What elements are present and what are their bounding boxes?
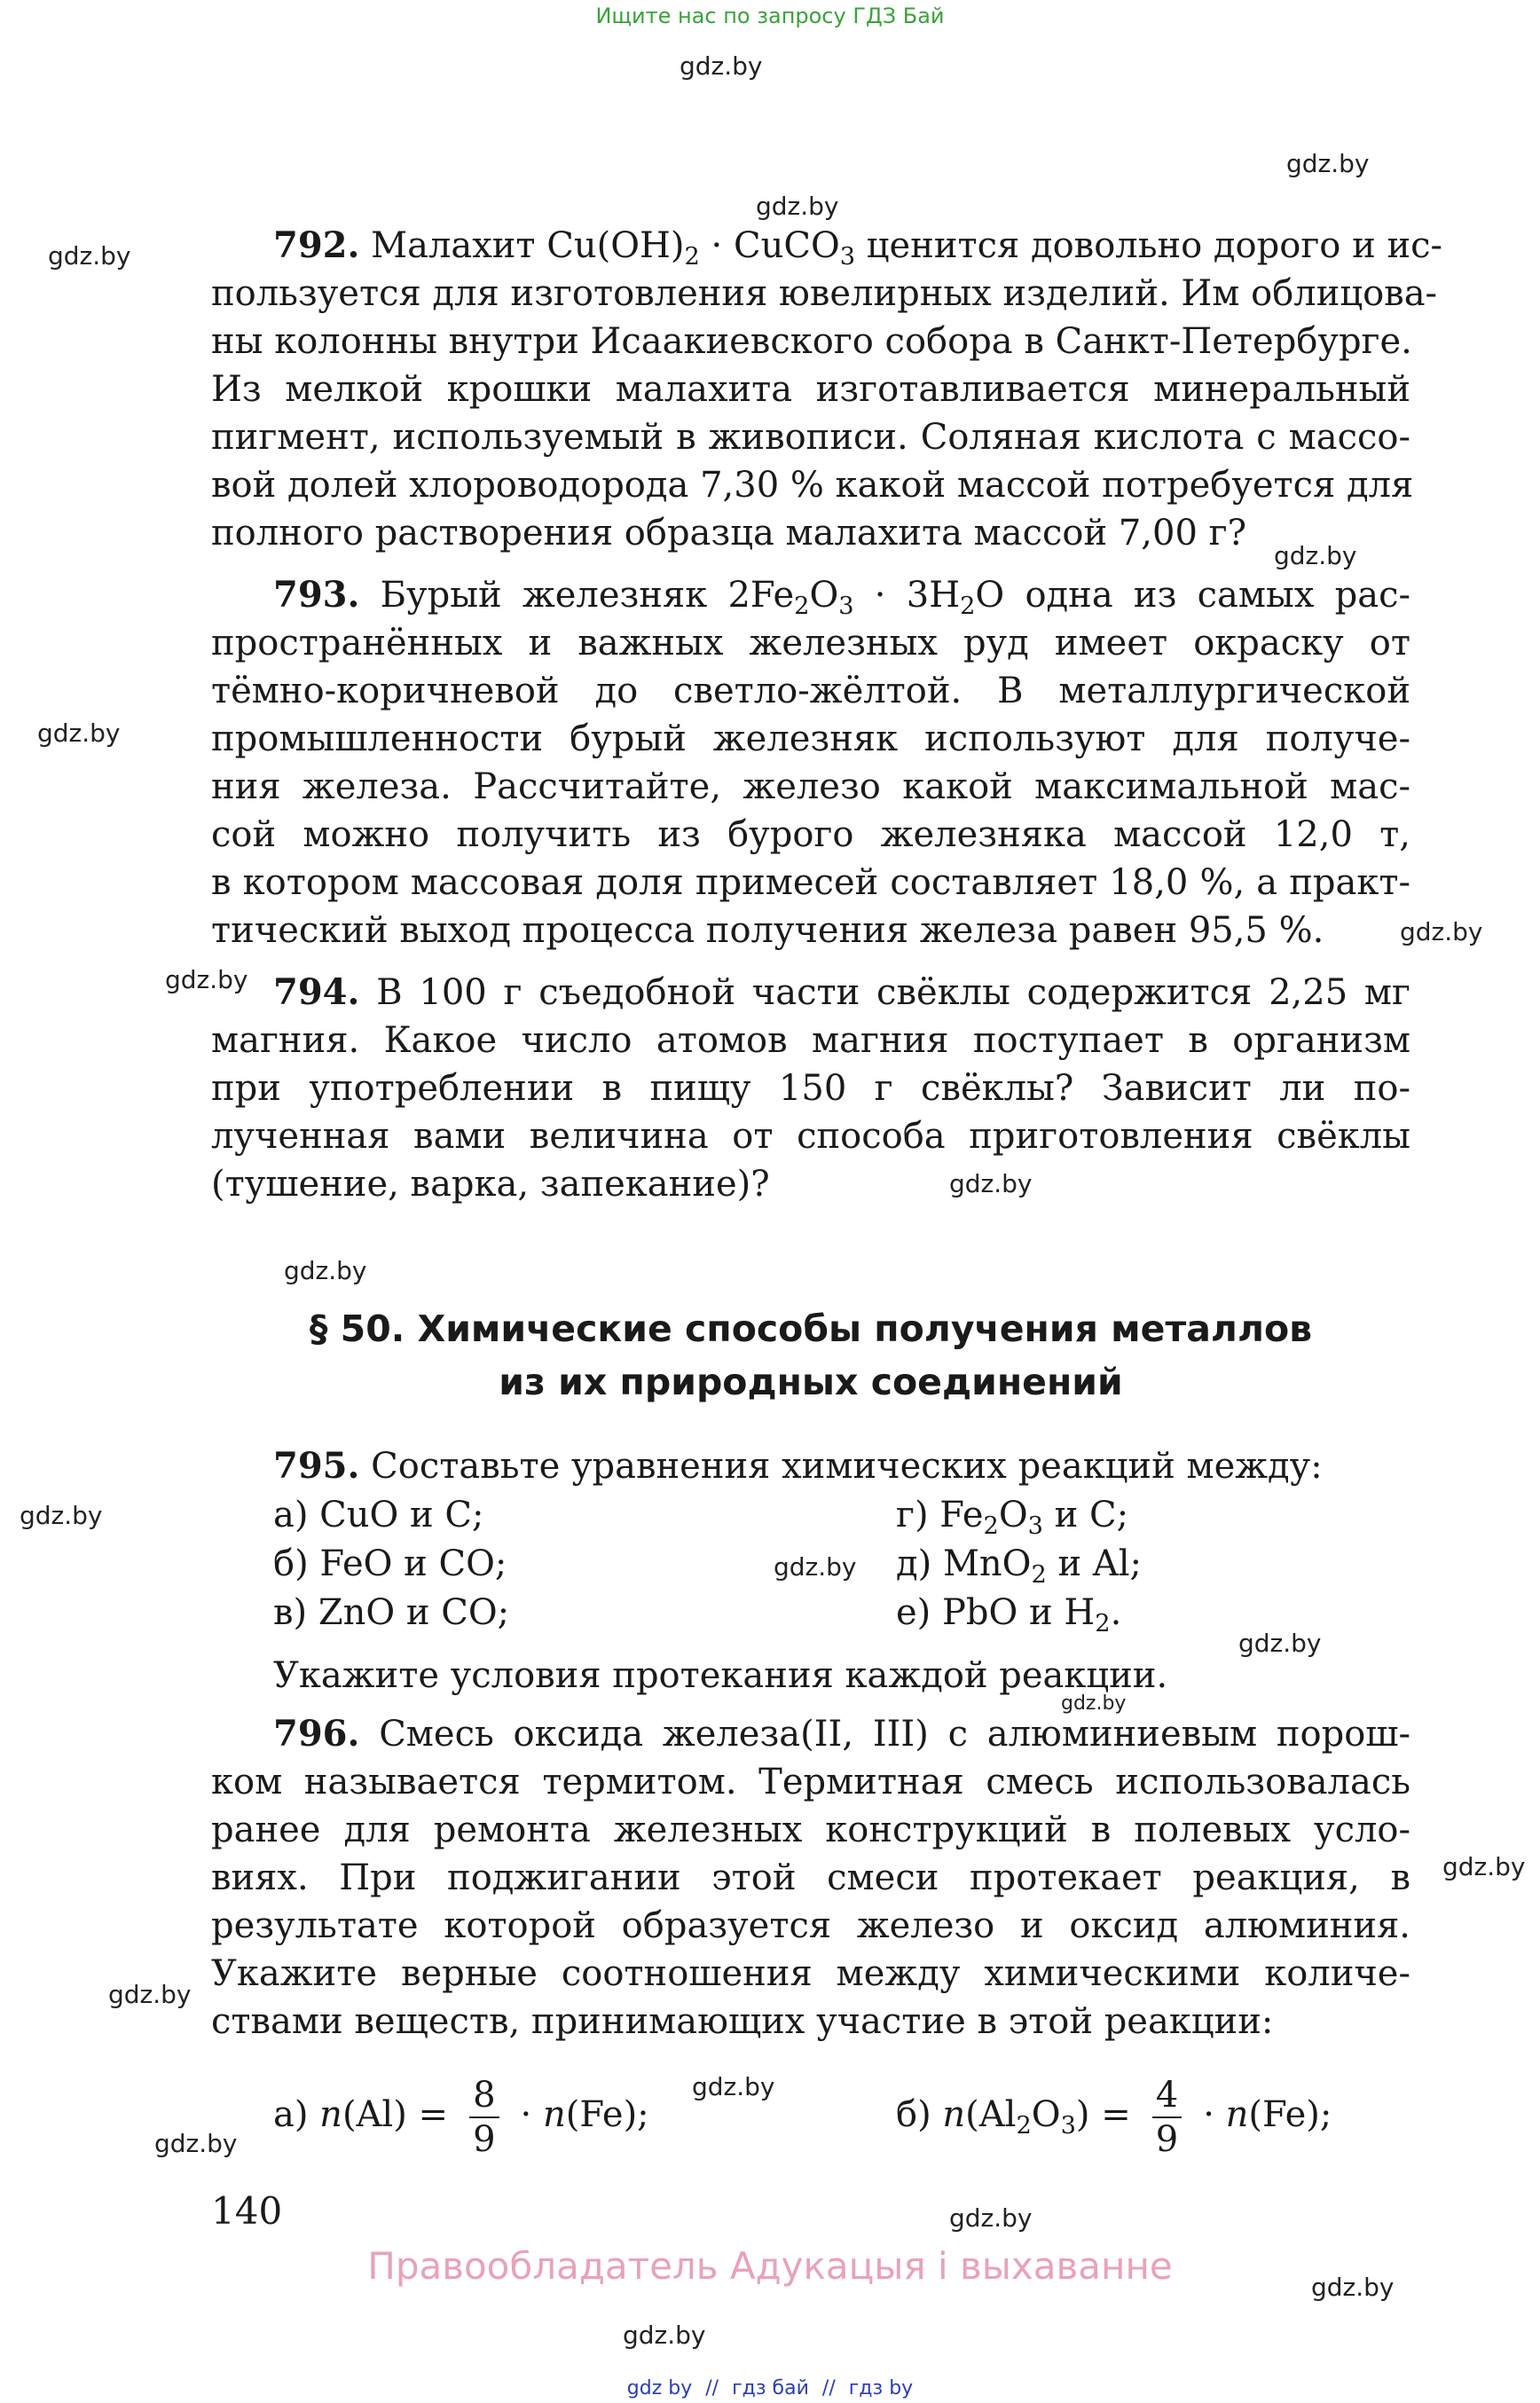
formula-dot: · (520, 2094, 532, 2135)
options-left (273, 1491, 509, 1637)
watermark: gdz.by (1286, 149, 1370, 178)
problem-line: ранее для ремонта железных конструкций в полевых усло- (211, 1810, 1410, 1850)
subscript: 3 (1027, 1512, 1043, 1541)
formula-var: n (542, 2094, 566, 2135)
option-text: . (1110, 1592, 1122, 1633)
formula-text: (Fe); (565, 2094, 649, 2135)
formula-text: (Al (965, 2094, 1017, 2135)
problem-text: В 100 г съедобной части свёклы содержится 2,25 мг (359, 972, 1410, 1013)
problem-line: тёмно-коричневой до светло-жёлтой. В металлургической (211, 671, 1410, 711)
problem-line: пользуется для изготовления ювелирных изделий. Им облицова- (211, 273, 1438, 314)
problem-number: 792. (273, 224, 360, 266)
watermark: gdz.by (37, 719, 121, 748)
problem-795 (211, 1442, 1410, 1490)
problem-line: пигмент, используемый в живописи. Соляная кислота с массо- (211, 417, 1410, 458)
problem-text: Составьте уравнения химических реакций между: (359, 1446, 1323, 1487)
subscript: 3 (839, 243, 856, 271)
watermark: gdz.by (1400, 917, 1483, 946)
formula-var: n (1225, 2094, 1249, 2135)
watermark: gdz.by (756, 192, 839, 221)
formula-text: O (1031, 2094, 1061, 2135)
problem-text: Бурый железняк 2Fe (359, 575, 795, 616)
problem-text: O (809, 575, 839, 616)
problem-text: Малахит Cu(OH) (359, 225, 685, 266)
formula-var: n (942, 2094, 966, 2135)
heading-line: из их природных соединений (499, 1361, 1123, 1403)
formula-text: ) = (1075, 2094, 1131, 2135)
formula-label: б) (896, 2094, 943, 2135)
watermark: gdz.by (284, 1256, 367, 1285)
watermark: gdz.by (949, 1169, 1033, 1198)
subscript: 2 (960, 593, 976, 621)
problem-line: (тушение, варка, запекание)? (211, 1164, 770, 1205)
option-text: и C; (1042, 1495, 1129, 1535)
link-gdz-by-ru[interactable]: гдз by (848, 2377, 914, 2399)
formula-b (896, 2074, 1332, 2161)
subscript: 3 (1060, 2112, 1076, 2140)
problem-text: · CuCO (699, 225, 840, 266)
option-text: е) PbO и H (896, 1592, 1096, 1633)
option-text: и Al; (1046, 1543, 1143, 1584)
subscript: 2 (983, 1512, 999, 1541)
watermark: gdz.by (1061, 1692, 1127, 1715)
watermark: gdz.by (1274, 541, 1357, 570)
problem-number: 793. (273, 574, 360, 616)
formula-label: а) (273, 2094, 320, 2135)
formula-text: (Al) = (342, 2094, 449, 2135)
problem-794 (211, 969, 1410, 1208)
fraction (469, 2074, 499, 2161)
problem-line: Из мелкой крошки малахита изготавливается минеральный (211, 369, 1410, 410)
options-right (896, 1491, 1142, 1637)
formula-a (273, 2074, 649, 2161)
copyright-notice: Правообладатель Адукацыя і выхаванне (367, 2244, 1173, 2288)
problem-line: вой долей хлороводорода 7,30 % какой массой потребуется для (211, 465, 1414, 506)
page-number: 140 (211, 2189, 283, 2233)
problem-line: при употреблении в пищу 150 г свёклы? Зависит ли по- (211, 1068, 1410, 1109)
section-heading (211, 1302, 1410, 1409)
watermark: gdz.by (108, 1980, 192, 2009)
subscript: 2 (1031, 1561, 1047, 1590)
problem-line: результате которой образуется железо и оксид алюминия. (211, 1905, 1410, 1946)
watermark: gdz.by (623, 2321, 706, 2350)
formula-text: (Fe); (1248, 2094, 1332, 2135)
option-a: а) CuO и C; (273, 1495, 484, 1535)
problem-number: 794. (273, 971, 360, 1013)
option-e (896, 1589, 1142, 1637)
problem-line: полного растворения образца малахита массой 7,00 г? (211, 513, 1247, 554)
problem-line: сой можно получить из бурого железняка массой 12,0 т, (211, 814, 1410, 855)
problem-796 (211, 1710, 1410, 2046)
problem-line: промышленности бурый железняк используют для получе- (211, 719, 1410, 759)
problem-text: O одна из самых рас- (975, 575, 1411, 616)
link-gdz-by[interactable]: gdz by (626, 2377, 693, 2399)
option-d (896, 1540, 1142, 1589)
problem-line: магния. Какое число атомов магния поступает в организм (211, 1020, 1410, 1061)
fraction-denominator: 9 (473, 2119, 496, 2160)
fraction (1152, 2074, 1182, 2161)
watermark: gdz.by (165, 965, 248, 994)
problem-text: ценится довольно дорого и ис- (855, 225, 1443, 266)
subscript: 2 (684, 243, 700, 271)
problem-line: тический выход процесса получения железа равен 95,5 %. (211, 910, 1324, 951)
option-text: O (998, 1495, 1028, 1535)
link-separator: // (821, 2377, 836, 2399)
problem-line: ны колонны внутри Исаакиевского собора в Санкт-Петербурге. (211, 321, 1412, 362)
problem-line: лученная вами величина от способа приготовления свёклы (211, 1116, 1410, 1157)
watermark: gdz.by (1442, 1852, 1526, 1881)
top-banner[interactable]: Ищите нас по запросу ГДЗ Бай (595, 4, 945, 28)
option-v: в) ZnO и CO; (273, 1592, 510, 1633)
watermark: gdz.by (1311, 2273, 1395, 2302)
subscript: 2 (1016, 2112, 1032, 2140)
formula-dot: · (1203, 2094, 1214, 2135)
watermark: gdz.by (154, 2129, 238, 2158)
watermark: gdz.by (48, 241, 131, 271)
watermark: gdz.by (1238, 1629, 1322, 1658)
problem-text: Смесь оксида железа(II, III) с алюминиевым порош- (359, 1714, 1410, 1755)
fraction-numerator: 8 (469, 2074, 499, 2118)
problem-795-footer: Укажите условия протекания каждой реакции. (273, 1655, 1168, 1696)
link-gdz-bai[interactable]: гдз бай (732, 2377, 809, 2399)
problem-793 (211, 571, 1410, 954)
problem-line: виях. При поджигании этой смеси протекает реакция, в (211, 1857, 1410, 1898)
option-g (896, 1491, 1142, 1540)
watermark: gdz.by (774, 1552, 857, 1582)
problem-792 (211, 222, 1443, 557)
heading-line: § 50. Химические способы получения металлов (309, 1308, 1313, 1350)
watermark: gdz.by (680, 51, 763, 81)
problem-line: пространённых и важных железных руд имеет окраску от (211, 623, 1410, 664)
option-b: б) FeO и CO; (273, 1543, 507, 1584)
fraction-numerator: 4 (1152, 2074, 1182, 2118)
watermark: gdz.by (949, 2203, 1033, 2233)
subscript: 2 (794, 593, 810, 621)
problem-text: · 3H (853, 575, 961, 616)
option-text: г) Fe (896, 1495, 984, 1535)
problem-number: 796. (273, 1713, 360, 1755)
subscript: 3 (838, 593, 854, 621)
problem-line: Укажите верные соотношения между химическими количе- (211, 1953, 1410, 1994)
link-separator: // (705, 2377, 719, 2399)
bottom-links (0, 2377, 1540, 2399)
problem-line: ния железа. Рассчитайте, железо какой максимальной мас- (211, 766, 1410, 807)
problem-number: 795. (273, 1445, 360, 1487)
subscript: 2 (1095, 1610, 1111, 1638)
watermark: gdz.by (692, 2072, 775, 2101)
fraction-denominator: 9 (1155, 2119, 1179, 2160)
problem-line: ствами веществ, принимающих участие в этой реакции: (211, 2001, 1274, 2042)
problem-line: ком называется термитом. Термитная смесь использовалась (211, 1762, 1410, 1802)
problem-line: в котором массовая доля примесей составляет 18,0 %, а практ- (211, 862, 1410, 903)
watermark: gdz.by (20, 1501, 103, 1530)
formula-var: n (319, 2094, 342, 2135)
option-text: д) MnO (896, 1543, 1032, 1584)
